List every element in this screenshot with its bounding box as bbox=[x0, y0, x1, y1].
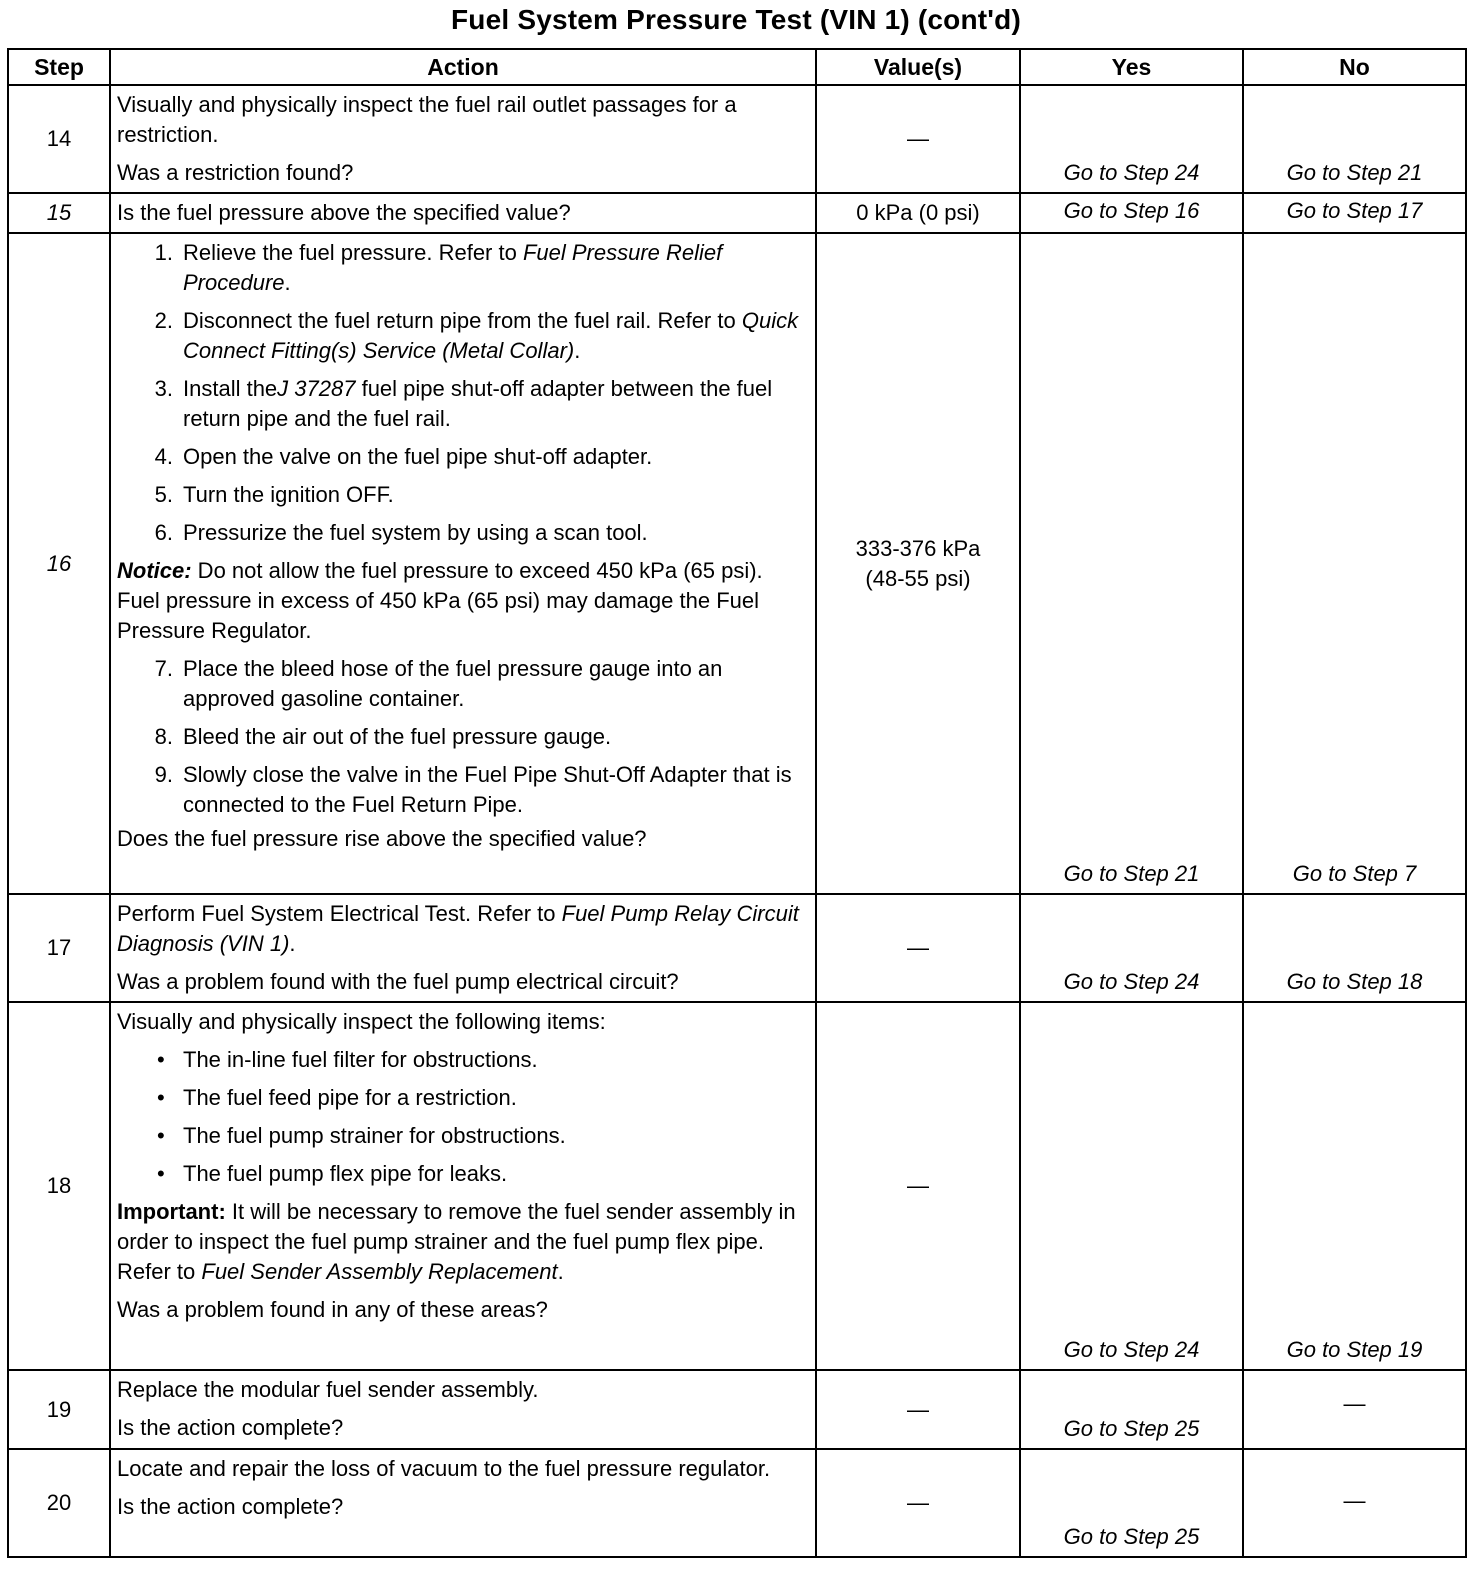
no-cell: Go to Step 18 bbox=[1243, 894, 1466, 1002]
action-cell bbox=[110, 1449, 816, 1557]
action-cell bbox=[110, 85, 816, 193]
action-question: Was a problem found with the fuel pump electrical circuit? bbox=[117, 969, 679, 994]
list-item: 9. Slowly close the valve in the Fuel Pipe Shut-Off Adapter that is connected to the Fuel Return Pipe. bbox=[154, 762, 792, 817]
action-cell bbox=[110, 894, 816, 1002]
list-item: 6. Pressurize the fuel system by using a scan tool. bbox=[154, 520, 648, 545]
step-number: 18 bbox=[8, 1002, 110, 1370]
action-question: Is the action complete? bbox=[117, 1494, 344, 1519]
action-question: Does the fuel pressure rise above the specified value? bbox=[117, 826, 647, 851]
procedure-steps-continued bbox=[117, 654, 805, 820]
notice-text: Notice: Do not allow the fuel pressure to exceed 450 kPa (65 psi). Fuel pressure in excess of 450 kPa (65 psi) may damage the Fuel Pressure Regulator. bbox=[117, 558, 763, 643]
yes-cell: Go to Step 24 bbox=[1020, 1002, 1243, 1370]
list-item: • The in-line fuel filter for obstructions. bbox=[157, 1047, 538, 1072]
procedure-steps bbox=[117, 238, 805, 548]
table-row bbox=[8, 1449, 1466, 1557]
list-item: 1. Relieve the fuel pressure. Refer to Fuel Pressure Relief Procedure. bbox=[154, 240, 723, 295]
yes-cell: Go to Step 25 bbox=[1020, 1449, 1243, 1557]
important-text: Important: It will be necessary to remove the fuel sender assembly in order to inspect the fuel pump strainer and the fuel pump flex pipe. Refer to Fuel Sender Assembly Replacement. bbox=[117, 1199, 796, 1284]
action-question: Is the fuel pressure above the specified value? bbox=[117, 200, 571, 225]
step-number: 16 bbox=[8, 233, 110, 894]
table-row bbox=[8, 1370, 1466, 1449]
table-row bbox=[8, 193, 1466, 233]
action-question: Was a problem found in any of these areas? bbox=[117, 1297, 548, 1322]
list-item: 8. Bleed the air out of the fuel pressure gauge. bbox=[154, 724, 612, 749]
header-no: No bbox=[1243, 49, 1466, 85]
table-header-row bbox=[8, 49, 1466, 85]
value-line-1: 333-376 kPa bbox=[855, 535, 981, 561]
step-number: 17 bbox=[8, 894, 110, 1002]
value-cell: 0 kPa (0 psi) bbox=[816, 193, 1020, 233]
step-number: 19 bbox=[8, 1370, 110, 1449]
header-yes: Yes bbox=[1020, 49, 1243, 85]
action-text: Visually and physically inspect the following items: bbox=[117, 1009, 606, 1034]
no-cell: Go to Step 7 bbox=[1243, 233, 1466, 894]
yes-cell: Go to Step 24 bbox=[1020, 894, 1243, 1002]
list-item: • The fuel pump flex pipe for leaks. bbox=[157, 1161, 508, 1186]
yes-cell: Go to Step 25 bbox=[1020, 1370, 1243, 1449]
list-item: 5. Turn the ignition OFF. bbox=[154, 482, 394, 507]
list-item: • The fuel pump strainer for obstructions. bbox=[157, 1123, 566, 1148]
list-item: 3. Install theJ 37287 fuel pipe shut-off adapter between the fuel return pipe and the fuel rail. bbox=[154, 376, 773, 431]
action-question: Is the action complete? bbox=[117, 1415, 344, 1440]
table-row bbox=[8, 1002, 1466, 1370]
step-number: 15 bbox=[8, 193, 110, 233]
action-cell bbox=[110, 1002, 816, 1370]
step-number: 14 bbox=[8, 85, 110, 193]
value-cell bbox=[816, 233, 1020, 894]
page-title: Fuel System Pressure Test (VIN 1) (cont'd) bbox=[450, 4, 1021, 35]
value-cell: — bbox=[816, 1449, 1020, 1557]
step-number: 20 bbox=[8, 1449, 110, 1557]
no-cell: — bbox=[1243, 1449, 1466, 1557]
yes-cell: Go to Step 21 bbox=[1020, 233, 1243, 894]
no-cell: Go to Step 21 bbox=[1243, 85, 1466, 193]
no-cell: — bbox=[1243, 1370, 1466, 1449]
action-question: Was a restriction found? bbox=[117, 160, 354, 185]
action-cell bbox=[110, 193, 816, 233]
value-cell: — bbox=[816, 85, 1020, 193]
table-row bbox=[8, 85, 1466, 193]
value-line-2: (48-55 psi) bbox=[865, 565, 971, 591]
header-step: Step bbox=[8, 49, 110, 85]
yes-cell: Go to Step 24 bbox=[1020, 85, 1243, 193]
procedure-table bbox=[7, 48, 1467, 1558]
inspection-list bbox=[117, 1045, 805, 1189]
yes-cell: Go to Step 16 bbox=[1020, 193, 1243, 233]
header-action: Action bbox=[110, 49, 816, 85]
table-row bbox=[8, 894, 1466, 1002]
action-text: Replace the modular fuel sender assembly. bbox=[117, 1377, 539, 1402]
list-item: 2. Disconnect the fuel return pipe from the fuel rail. Refer to Quick Connect Fitting(s) Service (Metal Collar). bbox=[154, 308, 799, 363]
value-cell: — bbox=[816, 1370, 1020, 1449]
action-text: Perform Fuel System Electrical Test. Refer to Fuel Pump Relay Circuit Diagnosis (VIN 1). bbox=[117, 901, 799, 956]
action-cell bbox=[110, 233, 816, 894]
action-cell bbox=[110, 1370, 816, 1449]
list-item: • The fuel feed pipe for a restriction. bbox=[157, 1085, 517, 1110]
value-cell: — bbox=[816, 1002, 1020, 1370]
no-cell: Go to Step 17 bbox=[1243, 193, 1466, 233]
value-cell: — bbox=[816, 894, 1020, 1002]
action-text: Visually and physically inspect the fuel rail outlet passages for a restriction. bbox=[117, 92, 737, 147]
list-item: 7. Place the bleed hose of the fuel pressure gauge into an approved gasoline container. bbox=[154, 656, 723, 711]
no-cell: Go to Step 19 bbox=[1243, 1002, 1466, 1370]
header-value: Value(s) bbox=[816, 49, 1020, 85]
list-item: 4. Open the valve on the fuel pipe shut-off adapter. bbox=[154, 444, 653, 469]
action-text: Locate and repair the loss of vacuum to the fuel pressure regulator. bbox=[117, 1456, 771, 1481]
table-row bbox=[8, 233, 1466, 894]
